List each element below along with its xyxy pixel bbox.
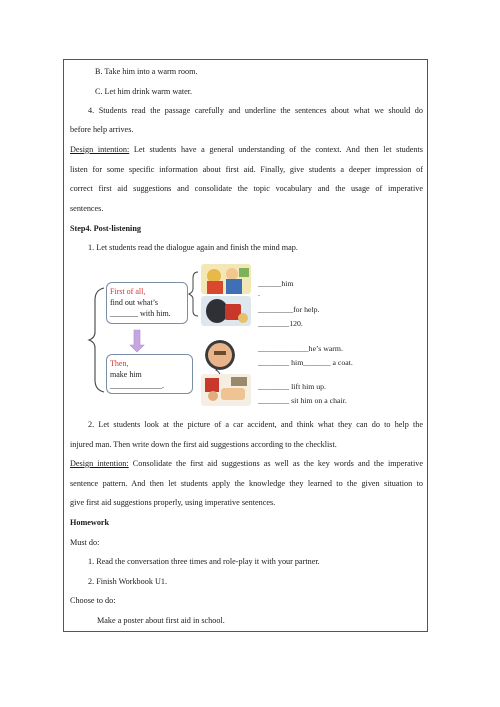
homework-must-item2: 2. Finish Workbook U1. [88, 577, 168, 586]
mind-map-blank-1-dot: . [258, 289, 260, 298]
homework-choose-item1: Make a poster about first aid in school. [97, 616, 225, 625]
picture-first-aid-check [201, 264, 251, 294]
design-intention-1-text: Let students have a general understanding of the context. And then let students [129, 145, 423, 154]
step3-item4-line2: before help arrives. [70, 125, 134, 134]
cartoon-lift-icon [201, 374, 251, 406]
mind-map-box-then [106, 354, 193, 394]
mind-map-blank-1: ______him [258, 279, 294, 288]
option-c: C. Let him drink warm water. [95, 87, 193, 96]
mind-map-blank-3: ________120. [258, 319, 303, 328]
mind-map-box-first [106, 282, 188, 324]
box-first-line3: _______ with him. [110, 309, 171, 318]
homework-must-item1: 1. Read the conversation three times and role-play it with your partner. [88, 557, 320, 566]
mind-map-blank-6: ________ lift him up. [258, 382, 327, 391]
design-intention-1-line4: sentences. [70, 204, 104, 213]
step4-item2-line2: injured man. Then write down the first aid suggestions according to the checklist. [70, 440, 337, 449]
design-intention-2-line1 [70, 458, 423, 469]
cartoon-check-icon [201, 264, 251, 294]
design-intention-2-line3: give first aid suggestions properly, using imperative sentences. [70, 498, 276, 507]
mind-map-blank-5: ________ him_______ a coat. [258, 358, 353, 367]
mind-map-blank-2: _________for help. [258, 305, 320, 314]
step4-item1: 1. Let students read the dialogue again and finish the mind map. [88, 243, 298, 252]
design-intention-1-line1 [70, 144, 423, 155]
picture-call-for-help [201, 296, 251, 326]
step3-item4-line1: 4. Students read the passage carefully and underline the sentences about what we should do [88, 106, 423, 115]
homework-must-do: Must do: [70, 538, 100, 547]
mind-map-blank-4: _____________he’s warm. [258, 344, 343, 353]
design-intention-2-text: Consolidate the first aid suggestions as well as the key words and the imperative [128, 459, 423, 468]
picture-lift-him [201, 374, 251, 406]
box-then-line2: make him [110, 370, 142, 379]
mind-map-blank-7: ________ sit him on a chair. [258, 396, 347, 405]
step4-heading: Step4. Post-listening [70, 224, 141, 233]
design-intention-label: Design intention: [70, 145, 130, 154]
cartoon-phone-icon [201, 296, 251, 326]
design-intention-1-line3: correct first aid suggestions and consolidate the topic vocabulary and the usage of imperative [70, 184, 423, 193]
design-intention-2-label: Design intention: [70, 459, 129, 468]
box-then-heading: Then, [110, 359, 129, 368]
box-first-heading: First of all, [110, 287, 146, 296]
homework-heading: Homework [70, 518, 110, 527]
step4-item2-line1: 2. Let students look at the picture of a car accident, and think what they can do to help the [88, 420, 423, 429]
picture-keep-warm [205, 340, 235, 370]
box-first-line2: find out what’s [110, 298, 158, 307]
design-intention-2-line2: sentence pattern. And then let students apply the knowledge they learned to the given situation to [70, 479, 423, 488]
design-intention-1-line2: listen for some specific information about first aid. Finally, give students a deeper impression of [70, 165, 423, 174]
option-b: B. Take him into a warm room. [95, 67, 198, 76]
cartoon-face-icon [205, 340, 235, 370]
homework-choose-to-do: Choose to do: [70, 596, 116, 605]
box-then-line3: _____________. [110, 381, 164, 390]
